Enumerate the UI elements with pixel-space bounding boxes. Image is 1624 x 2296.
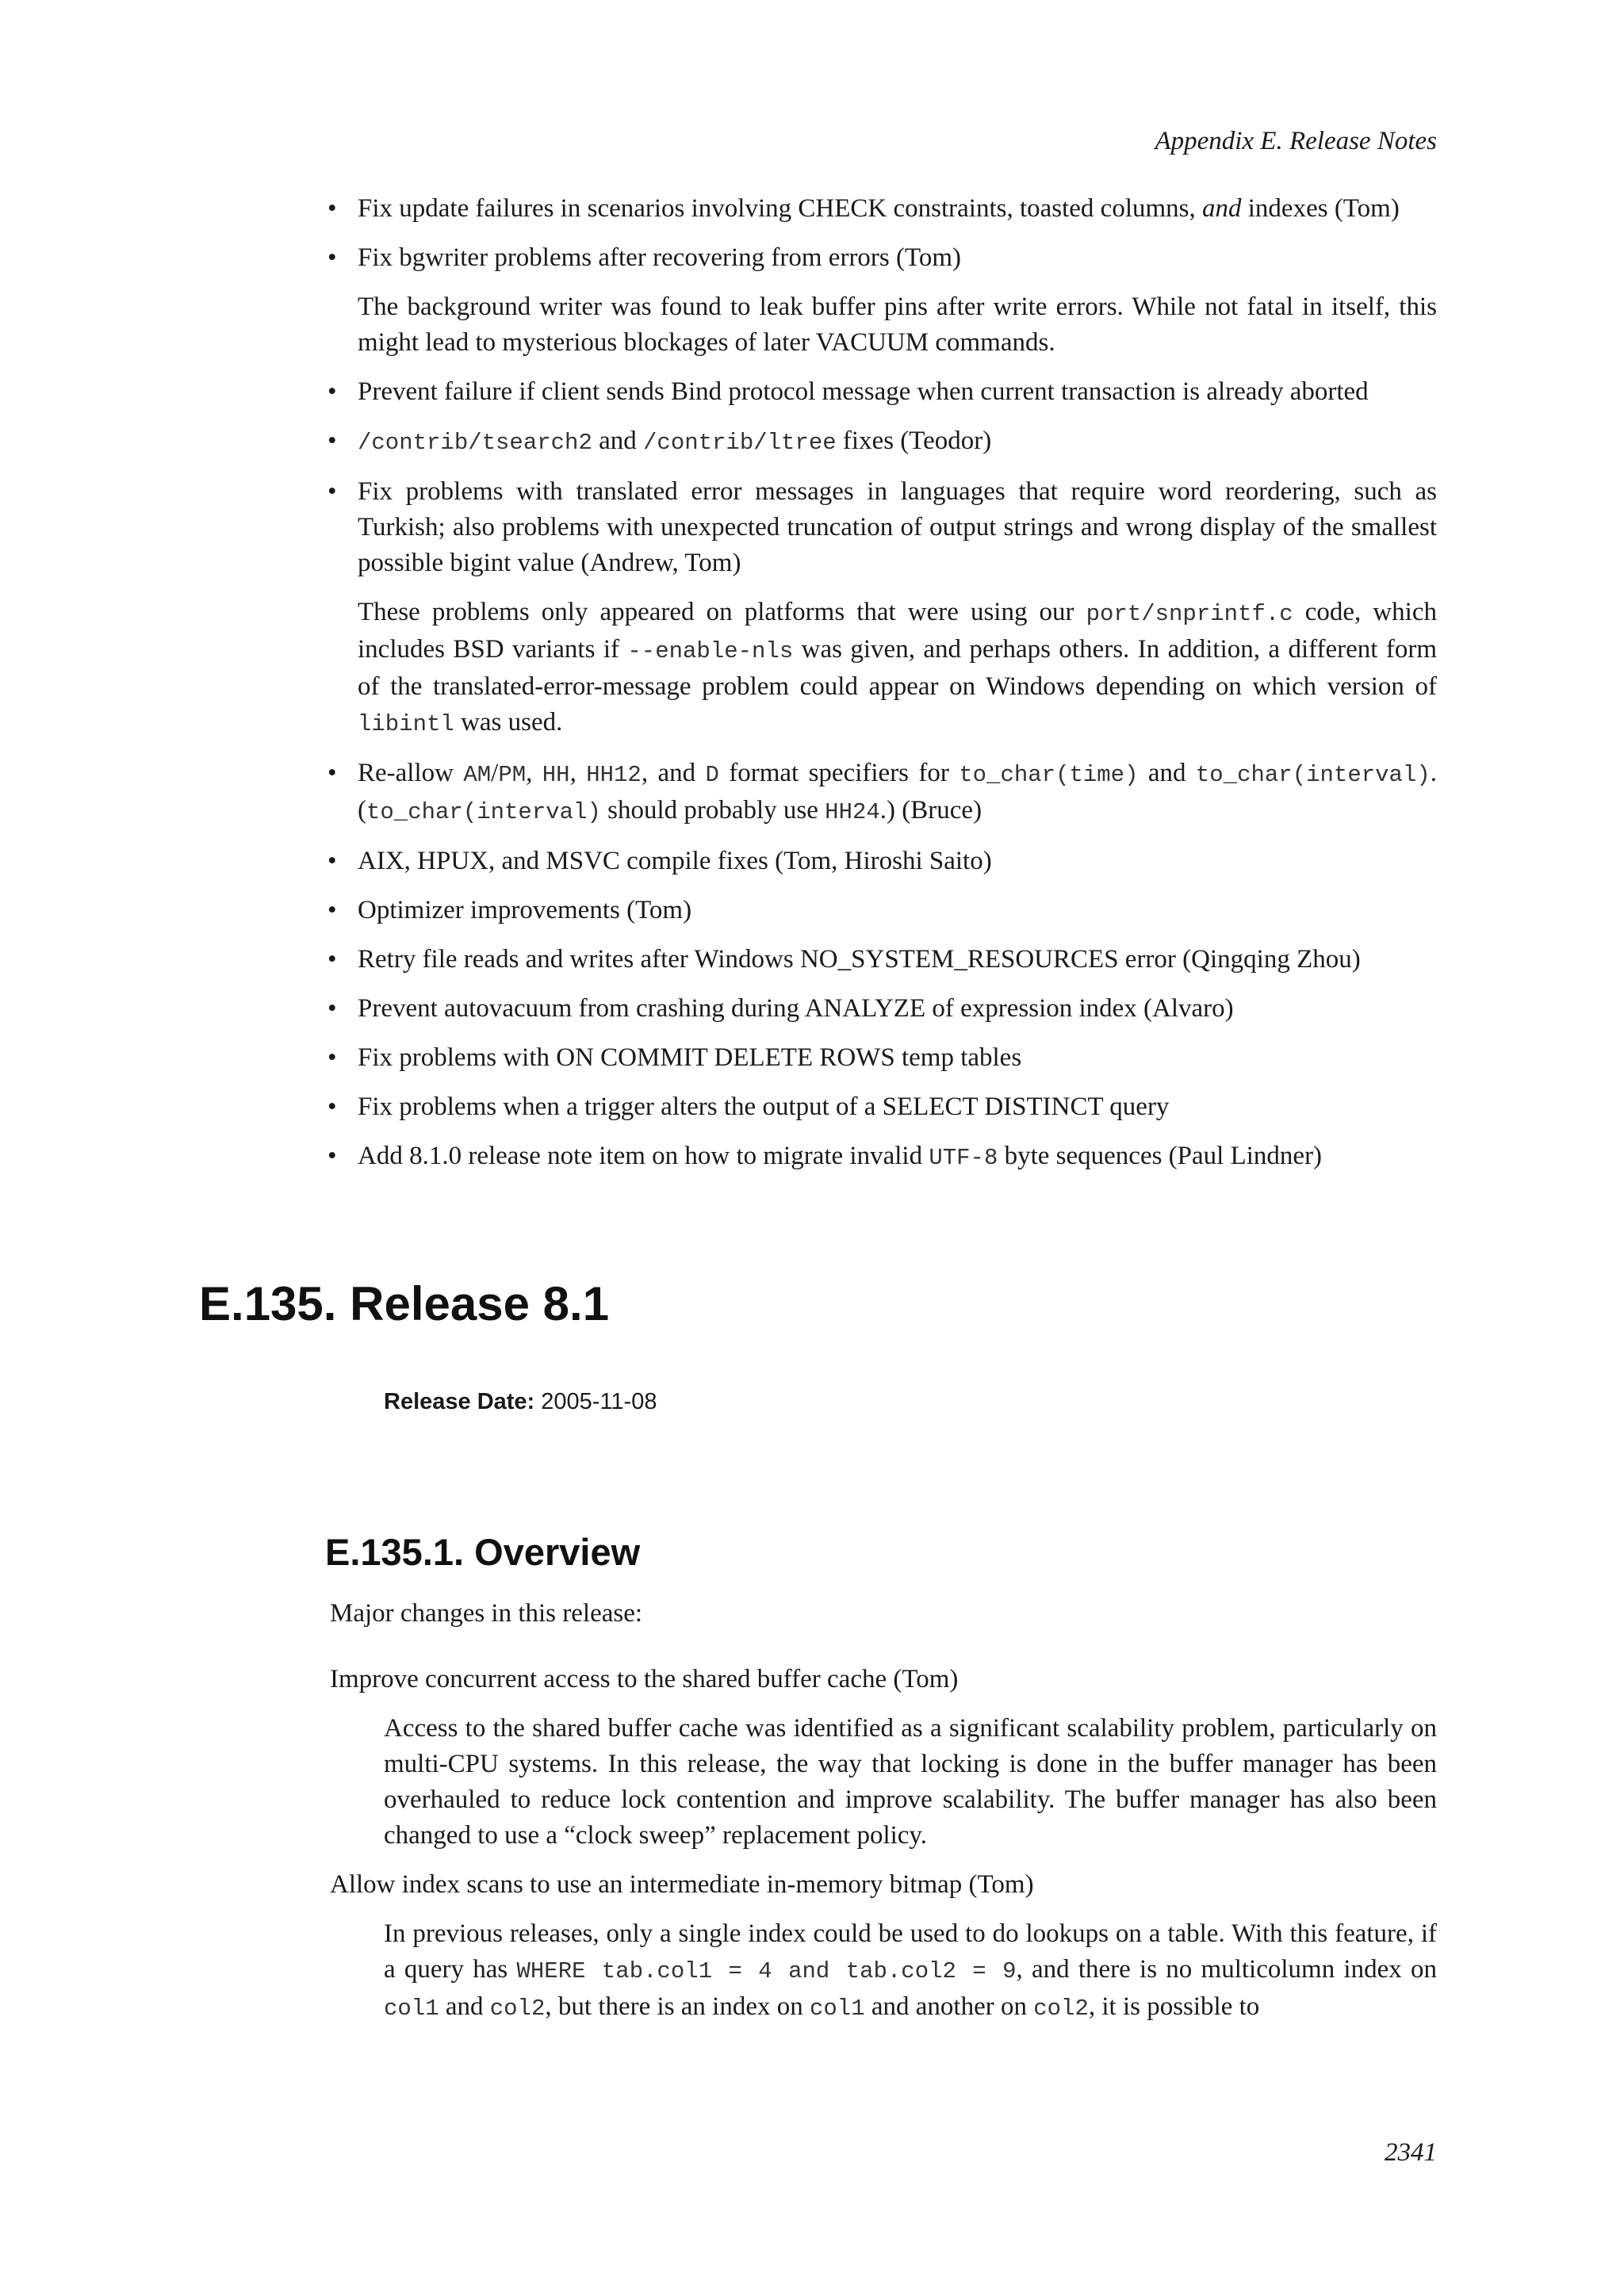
subsection-title: E.135.1. Overview: [325, 1531, 641, 1573]
code-token: AM: [463, 762, 492, 788]
list-item: [325, 423, 1437, 461]
bullet-icon: •: [327, 945, 337, 974]
code-token: HH24: [825, 799, 880, 825]
overview-term: Improve concurrent access to the shared buffer cache (Tom): [330, 1665, 959, 1693]
list-item: [325, 1040, 1437, 1076]
item-text: Fix problems when a trigger alters the output of a SELECT DISTINCT query: [358, 1093, 1170, 1121]
list-item: [325, 1089, 1437, 1125]
bullet-icon: •: [327, 759, 337, 787]
code-option: --enable-nls: [627, 638, 794, 664]
code-path: port/snprintf.c: [1086, 601, 1293, 627]
release-notes-bullet-list: [325, 191, 1437, 1189]
list-item: [325, 756, 1437, 830]
bullet-icon: •: [327, 377, 337, 406]
bullet-icon: •: [327, 1142, 337, 1170]
bullet-icon: •: [327, 194, 337, 223]
bullet-icon: •: [327, 896, 337, 924]
overview-description: Access to the shared buffer cache was identified as a significant scalability problem, particularly on multi-CPU systems. In this release, the way that locking is done in the buffer manager has been overhauled to reduce lock contention and improve scalability. The buffer manager has also been changed to use a “clock sweep” replacement policy.: [384, 1714, 1437, 1850]
code-token: UTF-8: [929, 1145, 998, 1171]
code-token: to_char(interval): [1195, 762, 1431, 788]
item-text: Fix problems with ON COMMIT DELETE ROWS temp tables: [358, 1043, 1022, 1072]
overview-description: In previous releases, only a single index could be used to do lookups on a table. With this feature, if a query has WHERE tab.col1 = 4 and tab.col2 = 9, and there is no multicolumn index on col1 and col2, but there is an index on col1 and another on col2, it is possible to: [384, 1919, 1437, 2022]
item-text: Prevent failure if client sends Bind protocol message when current transaction is already aborted: [358, 377, 1369, 406]
list-item: [325, 191, 1437, 227]
release-date-label: Release Date:: [384, 1389, 535, 1414]
code-query: WHERE tab.col1 = 4 and tab.col2 = 9: [516, 1958, 1017, 1984]
item-text: Optimizer improvements (Tom): [358, 896, 692, 924]
overview-term: Allow index scans to use an intermediate in-memory bitmap (Tom): [330, 1870, 1034, 1899]
overview-variable-list: [330, 1662, 1437, 2040]
release-date-value: 2005-11-08: [541, 1389, 657, 1414]
item-text: Fix update failures in scenarios involving CHECK constraints, toasted columns,: [358, 194, 1203, 223]
page-header: Appendix E. Release Notes: [1155, 127, 1437, 155]
item-text: Fix problems with translated error messages in languages that require word reordering, such as Turkish; also problems with unexpected truncation of output strings and wrong display of the smallest possible bigint value (Andrew, Tom): [358, 477, 1437, 577]
list-item: [325, 374, 1437, 410]
bullet-icon: •: [327, 243, 337, 272]
list-item: [325, 844, 1437, 879]
item-text: indexes (Tom): [1241, 194, 1400, 223]
release-date: [384, 1389, 657, 1415]
bullet-icon: •: [327, 427, 337, 455]
item-text: and: [592, 427, 644, 455]
bullet-icon: •: [327, 1043, 337, 1072]
code-path: /contrib/tsearch2: [358, 430, 592, 456]
code-token: col1: [810, 1996, 865, 2022]
list-item: [325, 942, 1437, 978]
bullet-icon: •: [327, 1093, 337, 1121]
item-text: AIX, HPUX, and MSVC compile fixes (Tom, Hiroshi Saito): [358, 847, 992, 875]
section-title: E.135. Release 8.1: [199, 1277, 610, 1330]
item-text: Prevent autovacuum from crashing during ANALYZE of expression index (Alvaro): [358, 994, 1234, 1023]
code-token: col1: [384, 1996, 439, 2022]
item-description: The background writer was found to leak buffer pins after write errors. While not fatal in itself, this might lead to mysterious blockages of later VACUUM commands.: [358, 293, 1437, 357]
list-item: [325, 474, 1437, 742]
code-token: HH: [542, 762, 570, 788]
list-item: [325, 240, 1437, 361]
overview-intro: Major changes in this release:: [330, 1599, 643, 1628]
list-item: [325, 893, 1437, 928]
item-text: fixes (Teodor): [836, 427, 992, 455]
emphasis-text: and: [1202, 194, 1242, 223]
item-text: Fix bgwriter problems after recovering from errors (Tom): [358, 243, 962, 272]
code-token: PM: [498, 762, 527, 788]
page-number: 2341: [1385, 2138, 1437, 2167]
code-library: libintl: [358, 711, 454, 737]
bullet-icon: •: [327, 477, 337, 506]
item-text: Re-allow AM/PM, HH, HH12, and D format specifiers for to_char(time) and to_char(interval). (to_char(interval) should probably use HH24.) (Bruce): [358, 759, 1437, 825]
bullet-icon: •: [327, 994, 337, 1023]
code-path: /contrib/ltree: [643, 430, 837, 456]
item-text: Retry file reads and writes after Windows NO_SYSTEM_RESOURCES error (Qingqing Zhou): [358, 945, 1361, 974]
item-text: Add 8.1.0 release note item on how to migrate invalid UTF-8 byte sequences (Paul Lindner): [358, 1142, 1323, 1171]
code-token: to_char(interval): [366, 799, 601, 825]
code-token: HH12: [586, 762, 642, 788]
item-description: These problems only appeared on platforms that were using our port/snprintf.c code, which includes BSD variants if --enable-nls was given, and perhaps others. In addition, a different form of the translated-error-message problem could appear on Windows depending on which version of libintl was used.: [358, 598, 1438, 737]
code-token: col2: [1033, 1996, 1089, 2022]
code-token: D: [705, 762, 719, 788]
code-token: col2: [489, 1996, 546, 2022]
list-item: [325, 991, 1437, 1027]
list-item: [325, 1138, 1437, 1176]
bullet-icon: •: [327, 847, 337, 875]
code-token: to_char(time): [959, 762, 1139, 788]
